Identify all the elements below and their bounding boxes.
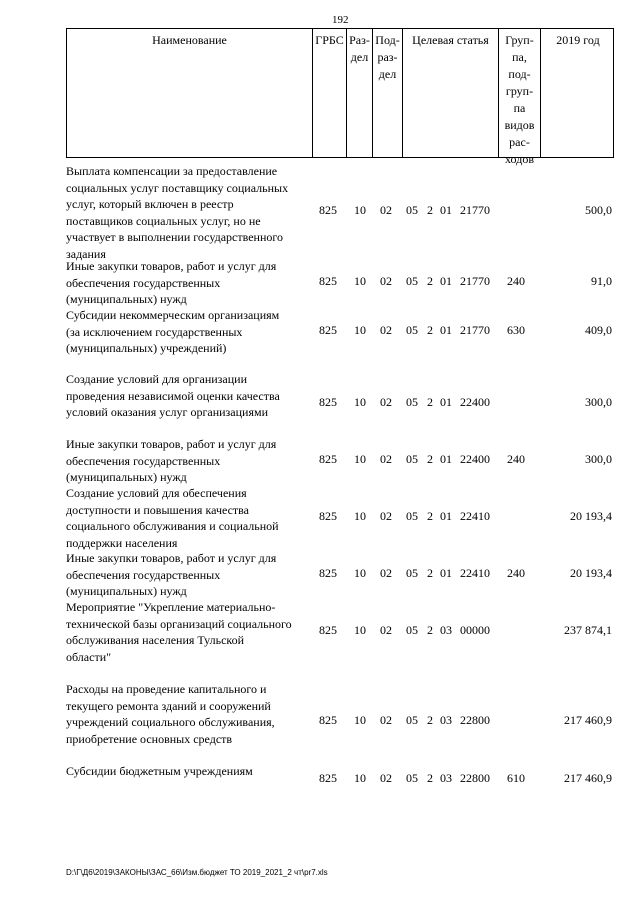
row-name-line: Иные закупки товаров, работ и услуг для (66, 259, 277, 273)
cell-group: 240 (507, 566, 525, 580)
cell-t2: 2 (427, 203, 433, 217)
cell-razdel: 10 (354, 395, 366, 409)
cell-group: 610 (507, 771, 525, 785)
cell-razdel: 10 (354, 771, 366, 785)
file-path-footer: D:\Г\Д6\2019\ЗАКОНЫ\ЗАС_66\Изм.бюджет ТО 2019_2021_2 чт\pr7.xls (66, 868, 328, 877)
row-name-line: задания (66, 246, 106, 261)
cell-podrazdel: 02 (380, 509, 392, 523)
cell-razdel: 10 (354, 713, 366, 727)
row-name-line: Субсидии бюджетным учреждениям (66, 764, 253, 778)
cell-group: 240 (507, 274, 525, 288)
row-name-line: Выплата компенсации за предоставление (66, 164, 278, 178)
cell-t1: 05 (406, 203, 418, 217)
cell-podrazdel: 02 (380, 274, 392, 288)
cell-sum: 300,0 (585, 395, 612, 409)
row-name-line: (муниципальных) учреждений) (66, 341, 227, 355)
row-name-line: текущего ремонта зданий и сооружений (66, 698, 271, 713)
row-name-line: Иные закупки товаров, работ и услуг для (66, 437, 277, 451)
cell-grbs: 825 (319, 323, 337, 337)
cell-t1: 05 (406, 452, 418, 466)
row-name-line: Субсидии некоммерческим организациям (66, 308, 280, 322)
cell-t3: 03 (440, 623, 452, 637)
cell-t2: 2 (427, 452, 433, 466)
cell-sum: 500,0 (585, 203, 612, 217)
row-name-line: (за исключением государственных (66, 324, 243, 339)
header-razdel: Раз- дел (346, 29, 372, 157)
row-name-line: услуг, который включен в реестр (66, 197, 234, 211)
cell-razdel: 10 (354, 452, 366, 466)
cell-t3: 01 (440, 274, 452, 288)
row-name-line: условий оказания услуг организациями (66, 405, 269, 419)
cell-podrazdel: 02 (380, 566, 392, 580)
cell-sum: 237 874,1 (564, 623, 612, 637)
cell-t2: 2 (427, 509, 433, 523)
header-target: Целевая статья (402, 29, 498, 157)
cell-t4: 22400 (460, 395, 490, 409)
row-name-line: проведения независимой оценки качества (66, 388, 280, 403)
cell-t3: 01 (440, 323, 452, 337)
row-name (66, 599, 309, 665)
cell-grbs: 825 (319, 274, 337, 288)
row-name-line: области" (66, 649, 112, 664)
cell-sum: 20 193,4 (570, 509, 612, 523)
row-name-line: Создание условий для организации (66, 372, 247, 386)
cell-t1: 05 (406, 713, 418, 727)
cell-t1: 05 (406, 623, 418, 637)
cell-t4: 22800 (460, 713, 490, 727)
cell-sum: 217 460,9 (564, 771, 612, 785)
row-name-line: поставщиков социальных услуг, но не (66, 213, 261, 228)
cell-t2: 2 (427, 323, 433, 337)
cell-t4: 22410 (460, 509, 490, 523)
cell-razdel: 10 (354, 623, 366, 637)
cell-t2: 2 (427, 566, 433, 580)
cell-t2: 2 (427, 713, 433, 727)
cell-t4: 21770 (460, 203, 490, 217)
cell-t4: 22800 (460, 771, 490, 785)
row-name-line: социальных услуг поставщику социальных (66, 180, 289, 195)
header-group: Груп- па, под- груп- па видов рас- ходов (498, 29, 540, 157)
row-name-line: Расходы на проведение капитального и (66, 682, 267, 696)
row-name-line: (муниципальных) нужд (66, 584, 187, 598)
cell-razdel: 10 (354, 509, 366, 523)
row-name (66, 258, 309, 308)
cell-razdel: 10 (354, 323, 366, 337)
row-name-line: технической базы организаций социального (66, 616, 292, 631)
row-name-line: Создание условий для обеспечения (66, 486, 247, 500)
row-name (66, 307, 309, 357)
cell-podrazdel: 02 (380, 395, 392, 409)
cell-t2: 2 (427, 623, 433, 637)
cell-razdel: 10 (354, 274, 366, 288)
cell-t4: 21770 (460, 274, 490, 288)
row-name-line: учреждений социального обслуживания, (66, 715, 275, 729)
row-name-line: (муниципальных) нужд (66, 292, 187, 306)
cell-group: 630 (507, 323, 525, 337)
cell-t4: 00000 (460, 623, 490, 637)
cell-podrazdel: 02 (380, 713, 392, 727)
cell-t3: 01 (440, 395, 452, 409)
row-name-line: социального обслуживания и социальной (66, 519, 279, 533)
header-grbs: ГРБС (312, 29, 346, 157)
cell-t2: 2 (427, 395, 433, 409)
cell-grbs: 825 (319, 623, 337, 637)
cell-t3: 03 (440, 713, 452, 727)
table-header (66, 28, 614, 166)
cell-sum: 409,0 (585, 323, 612, 337)
row-name (66, 485, 309, 551)
cell-grbs: 825 (319, 771, 337, 785)
cell-grbs: 825 (319, 395, 337, 409)
row-name (66, 681, 309, 747)
cell-t1: 05 (406, 509, 418, 523)
cell-grbs: 825 (319, 566, 337, 580)
row-name-line: Мероприятие "Укрепление материально- (66, 600, 276, 614)
cell-t3: 03 (440, 771, 452, 785)
cell-t1: 05 (406, 566, 418, 580)
cell-razdel: 10 (354, 566, 366, 580)
cell-t2: 2 (427, 274, 433, 288)
header-podrazdel: Под- раз- дел (372, 29, 402, 157)
cell-t4: 22400 (460, 452, 490, 466)
row-name-line: обеспечения государственных (66, 453, 221, 468)
cell-t4: 22410 (460, 566, 490, 580)
page-number: 192 (332, 14, 349, 26)
cell-t1: 05 (406, 771, 418, 785)
cell-podrazdel: 02 (380, 452, 392, 466)
cell-t3: 01 (440, 203, 452, 217)
cell-t3: 01 (440, 452, 452, 466)
row-name-line: Иные закупки товаров, работ и услуг для (66, 551, 277, 565)
row-name (66, 163, 309, 262)
cell-sum: 300,0 (585, 452, 612, 466)
header-year: 2019 год (540, 29, 615, 157)
cell-t4: 21770 (460, 323, 490, 337)
row-name (66, 763, 309, 780)
cell-t2: 2 (427, 771, 433, 785)
row-name-line: обеспечения государственных (66, 275, 221, 290)
cell-t1: 05 (406, 274, 418, 288)
cell-t3: 01 (440, 509, 452, 523)
cell-sum: 20 193,4 (570, 566, 612, 580)
row-name-line: обеспечения государственных (66, 567, 221, 582)
cell-podrazdel: 02 (380, 203, 392, 217)
header-name: Наименование (152, 33, 227, 47)
cell-t1: 05 (406, 323, 418, 337)
row-name-line: доступности и повышения качества (66, 502, 250, 517)
row-name-line: поддержки населения (66, 535, 178, 550)
cell-sum: 91,0 (591, 274, 612, 288)
cell-razdel: 10 (354, 203, 366, 217)
cell-podrazdel: 02 (380, 623, 392, 637)
row-name (66, 550, 309, 600)
cell-group: 240 (507, 452, 525, 466)
row-name-line: (муниципальных) нужд (66, 470, 187, 484)
row-name (66, 371, 309, 421)
row-name-line: участвует в выполнении государственного (66, 230, 283, 244)
row-name-line: обслуживания населения Тульской (66, 633, 245, 647)
row-name (66, 436, 309, 486)
row-name-line: приобретение основных средств (66, 731, 233, 746)
cell-t1: 05 (406, 395, 418, 409)
cell-grbs: 825 (319, 203, 337, 217)
cell-grbs: 825 (319, 713, 337, 727)
cell-sum: 217 460,9 (564, 713, 612, 727)
cell-grbs: 825 (319, 452, 337, 466)
cell-podrazdel: 02 (380, 323, 392, 337)
cell-grbs: 825 (319, 509, 337, 523)
cell-podrazdel: 02 (380, 771, 392, 785)
cell-t3: 01 (440, 566, 452, 580)
